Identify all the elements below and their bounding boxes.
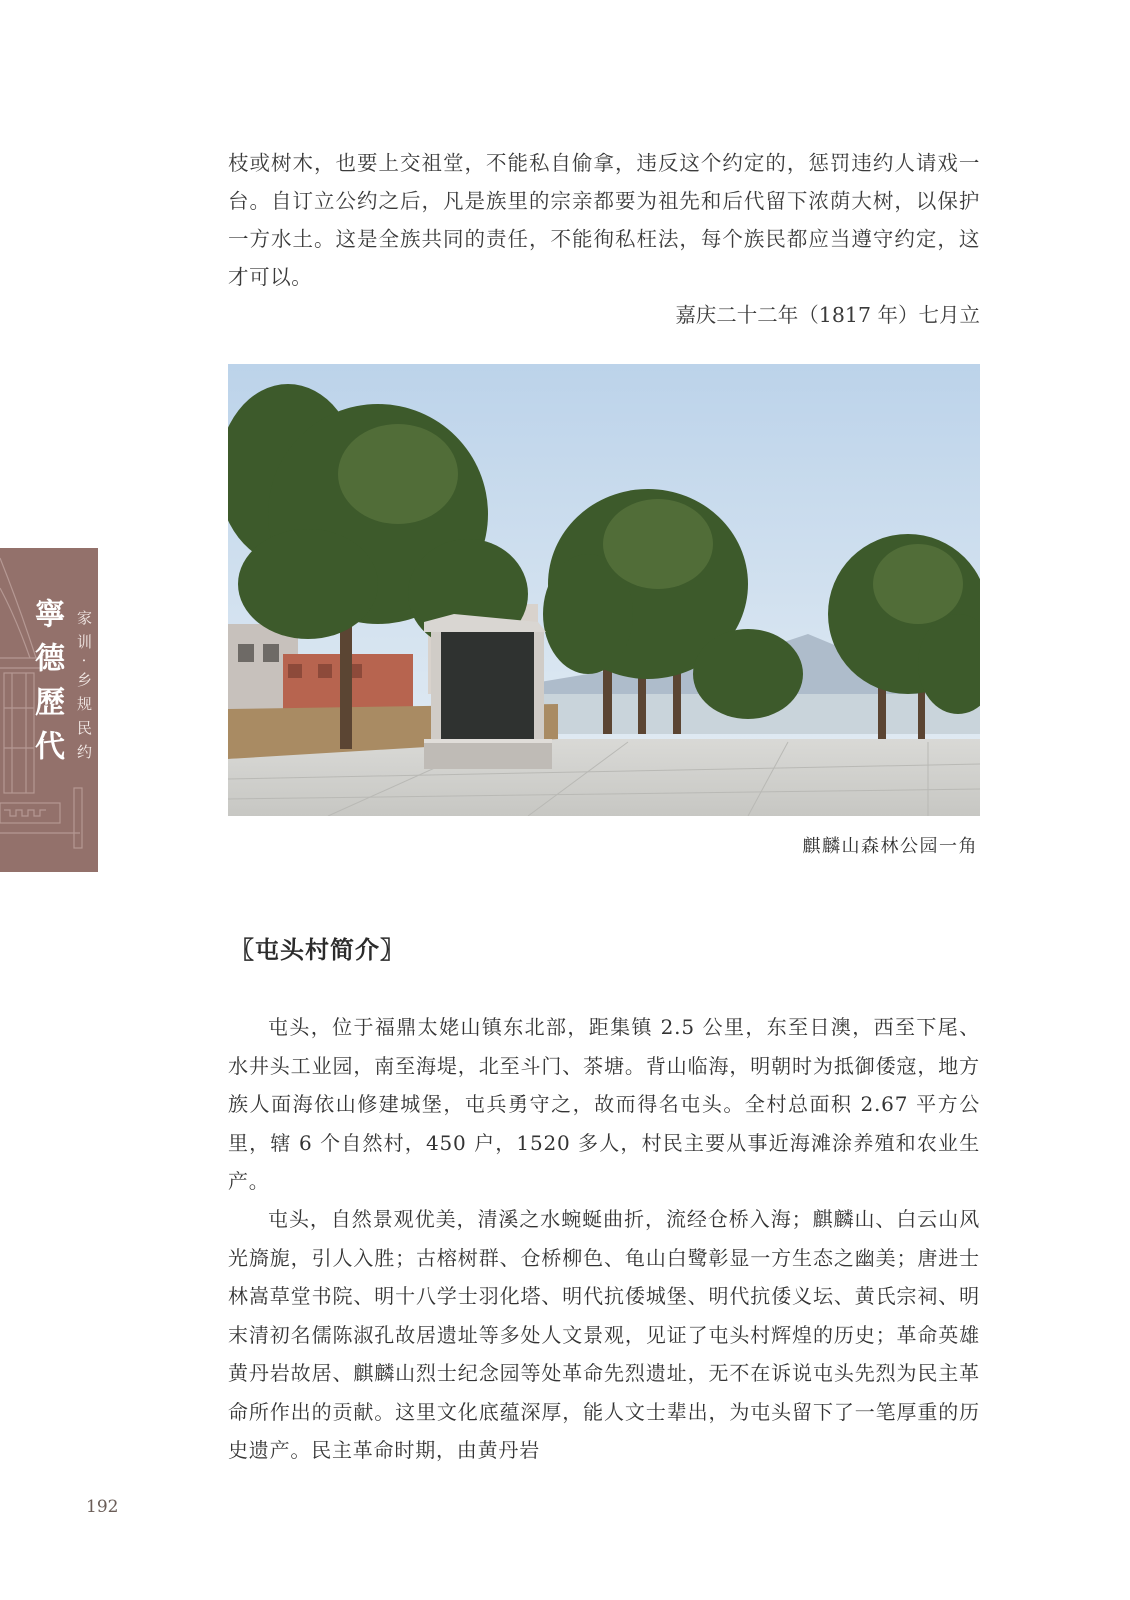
book-title: 寧德歷代: [29, 598, 64, 774]
section-heading: 〖屯头村简介〗: [230, 935, 405, 964]
chapter-side-tab: [0, 548, 98, 872]
book-subtitle: 家训·乡规民约: [75, 610, 93, 768]
date-line: 嘉庆二十二年（1817 年）七月立: [675, 303, 980, 327]
body-paragraph: 屯头，自然景观优美，清溪之水蜿蜒曲折，流经仓桥入海；麒麟山、白云山风光旖旎，引人入胜；古榕树群、仓桥柳色、龟山白鹭彰显一方生态之幽美；唐进士林嵩草堂书院、明十八学士羽化塔、明代抗倭城堡、明代抗倭义坛、黄氏宗祠、明末清初名儒陈淑孔故居遗址等多处人文景观，见证了屯头村辉煌的历史；革命英雄黄丹岩故居、麒麟山烈士纪念园等处革命先烈遗址，无不在诉说屯头先烈为民主革命所作出的贡献。这里文化底蕴深厚，能人文士辈出，为屯头留下了一笔厚重的历史遗产。民主革命时期，由黄丹岩: [228, 1207, 980, 1462]
park-photo: [228, 364, 980, 816]
body-paragraph: 屯头，位于福鼎太姥山镇东北部，距集镇 2.5 公里，东至日澳，西至下尾、水井头工业园，南至海堤，北至斗门、茶塘。背山临海，明朝时为抵御倭寇，地方族人面海依山修建城堡，屯兵勇守之，故而得名屯头。全村总面积 2.67 平方公里，辖 6 个自然村，450 户，1520 多人，村民主要从事近海滩涂养殖和农业生产。: [228, 1015, 980, 1193]
photo-caption: 麒麟山森林公园一角: [802, 836, 978, 857]
intro-paragraph: 枝或树木，也要上交祖堂，不能私自偷拿，违反这个约定的，惩罚违约人请戏一台。自订立公约之后，凡是族里的宗亲都要为祖先和后代留下浓荫大树，以保护一方水土。这是全族共同的责任，不能徇私枉法，每个族民都应当遵守约定，这才可以。: [228, 151, 980, 289]
page-number: 192: [86, 1497, 119, 1517]
